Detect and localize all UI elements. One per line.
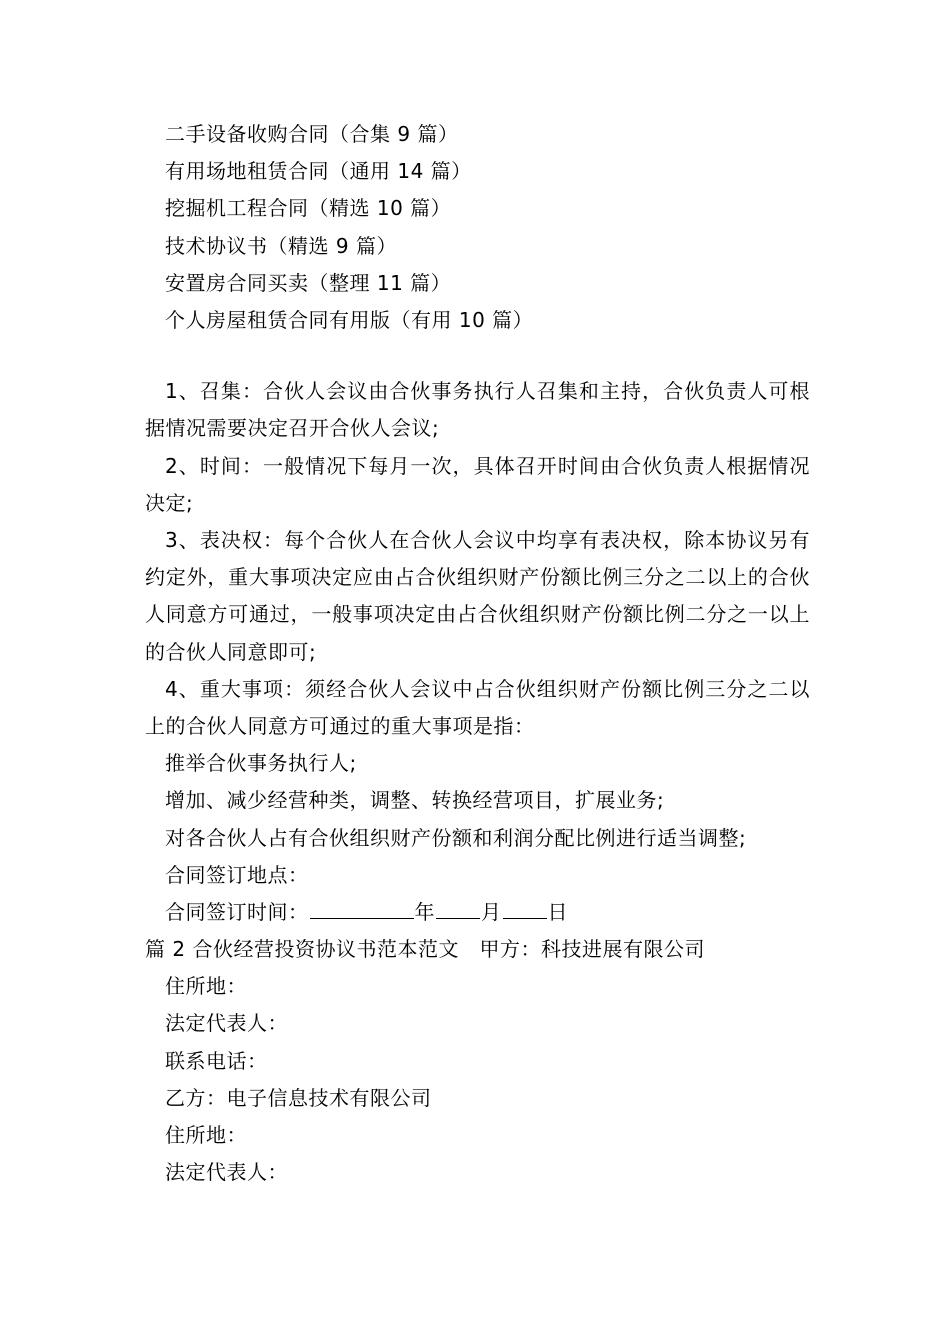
- signing-time: [145, 894, 810, 931]
- day-label: 日: [547, 899, 568, 924]
- toc-item-2: 有用场地租赁合同（通用 14 篇）: [165, 159, 472, 184]
- clause-1: 1、召集：合伙人会议由合伙事务执行人召集和主持，合伙负责人可根据情况需要决定召开合伙人会议;: [145, 379, 810, 441]
- signing-time-label: 合同签订时间：: [165, 899, 309, 924]
- toc-item-5: 安置房合同买卖（整理 11 篇）: [165, 270, 452, 295]
- party-a-phone: 联系电话：: [165, 1048, 268, 1073]
- party-b-legal-rep: 法定代表人：: [165, 1160, 288, 1185]
- party-b: 乙方：电子信息技术有限公司: [165, 1085, 432, 1110]
- year-blank: [310, 896, 414, 919]
- year-label: 年: [414, 899, 435, 924]
- toc-item-1: 二手设备收购合同（合集 9 篇）: [165, 122, 459, 146]
- toc-item-3: 挖掘机工程合同（精选 10 篇）: [165, 196, 452, 221]
- month-blank: [436, 896, 480, 919]
- section-2-title: 篇 2 合伙经营投资协议书范本范文 甲方：科技进展有限公司: [145, 937, 705, 962]
- clause-2: 2、时间：一般情况下每月一次，具体召开时间由合伙负责人根据情况决定;: [145, 453, 810, 515]
- list-item: 增加、减少经营种类，调整、转换经营项目，扩展业务;: [165, 788, 665, 813]
- list-item: 对各合伙人占有合伙组织财产份额和利润分配比例进行适当调整;: [165, 825, 747, 850]
- party-a-legal-rep: 法定代表人：: [165, 1011, 288, 1036]
- section-spacer: [145, 339, 810, 373]
- party-a-address: 住所地：: [165, 974, 247, 999]
- document-body: [145, 116, 810, 1191]
- party-b-address: 住所地：: [165, 1123, 247, 1148]
- toc-item-4: 技术协议书（精选 9 篇）: [165, 233, 397, 258]
- toc-item-6: 个人房屋租赁合同有用版（有用 10 篇）: [165, 307, 534, 332]
- clause-3: 3、表决权：每个合伙人在合伙人会议中均享有表决权，除本协议另有约定外，重大事项决定应由占合伙组织财产份额比例三分之二以上的合伙人同意方可通过，一般事项决定由占合伙组织财产份额比例二分之一以上的合伙人同意即可;: [145, 527, 810, 664]
- clause-4: 4、重大事项：须经合伙人会议中占合伙组织财产份额比例三分之二以上的合伙人同意方可通过的重大事项是指：: [145, 676, 810, 738]
- list-item: 推举合伙事务执行人;: [165, 751, 357, 776]
- signing-place: 合同签订地点：: [165, 862, 309, 887]
- month-label: 月: [481, 899, 502, 924]
- day-blank: [503, 896, 547, 919]
